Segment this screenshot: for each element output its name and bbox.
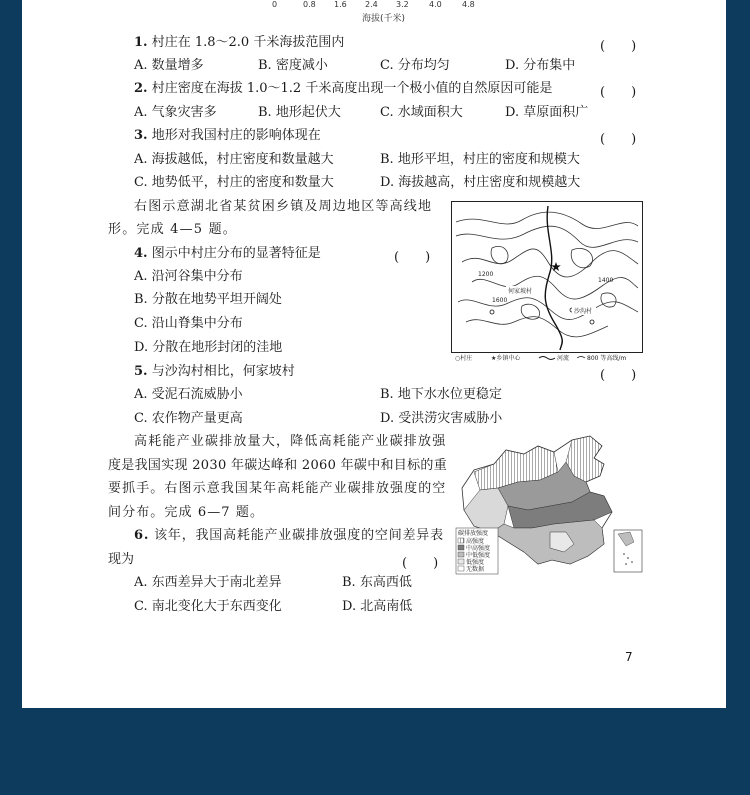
answer-paren-6[interactable]: ( ): [402, 556, 439, 571]
option-3b[interactable]: B. 地形平坦，村庄的密度和规模大: [380, 152, 580, 167]
legend-item: 中低强度: [466, 552, 491, 559]
question-4-stem: 图示中村庄分布的显著特征是: [151, 246, 321, 261]
contour-label: 1600: [492, 297, 508, 304]
passage-6-7-line2: 度是我国实现 2030 年碳达峰和 2060 年碳中和目标的重: [108, 458, 447, 473]
question-6: 6. 该年，我国高耗能产业碳排放强度的空间差异表: [134, 528, 444, 543]
question-4: 4. 图示中村庄分布的显著特征是: [134, 246, 321, 261]
axis-label: 海拔(千米): [362, 14, 406, 24]
axis-tick: 2.4: [365, 0, 378, 9]
passage-4-5-line2: 形。完成 4—5 题。: [108, 222, 238, 237]
option-2d[interactable]: D. 草原面积广: [505, 105, 589, 120]
worksheet-page: [22, 0, 726, 708]
option-4a[interactable]: A. 沿河谷集中分布: [134, 269, 243, 284]
answer-paren-2[interactable]: ( ): [600, 85, 637, 100]
question-5: 5. 与沙沟村相比，何家坡村: [134, 364, 295, 379]
legend-swatch: [458, 552, 464, 557]
option-5a[interactable]: A. 受泥石流威胁小: [134, 387, 243, 402]
axis-tick: 4.8: [462, 0, 475, 9]
village-marker: [590, 320, 594, 324]
answer-paren-3[interactable]: ( ): [600, 132, 637, 147]
option-4b[interactable]: B. 分散在地势平坦开阔处: [134, 292, 282, 307]
axis-tick: 0: [272, 0, 278, 9]
passage-4-5-line1: 右图示意湖北省某贫困乡镇及周边地区等高线地: [134, 199, 433, 214]
question-3-stem: 地形对我国村庄的影响体现在: [151, 128, 321, 143]
option-5c[interactable]: C. 农作物产量更高: [134, 411, 243, 426]
axis-tick: 4.0: [429, 0, 442, 9]
contour-map-graphic: [452, 202, 642, 352]
passage-6-7-line3: 要抓手。右图示意我国某年高耗能产业碳排放强度的空: [108, 481, 447, 496]
page-number: 7: [625, 650, 633, 664]
option-1c[interactable]: C. 分布均匀: [380, 58, 450, 73]
village-label-shagou: 沙沟村: [574, 308, 593, 315]
legend-item: 高强度: [466, 538, 485, 545]
option-3c[interactable]: C. 地势低平，村庄的密度和数量大: [134, 175, 334, 190]
option-6d[interactable]: D. 北高南低: [342, 599, 413, 614]
option-1a[interactable]: A. 数量增多: [134, 58, 204, 73]
contour-map-legend: [451, 353, 646, 363]
option-6b[interactable]: B. 东高西低: [342, 575, 412, 590]
option-4c[interactable]: C. 沿山脊集中分布: [134, 316, 243, 331]
legend-item: 低强度: [466, 559, 485, 566]
legend-contour: 800 等高线/m: [587, 355, 627, 362]
option-2b[interactable]: B. 地形起伏大: [258, 105, 341, 120]
question-1-stem: 村庄在 1.8～2.0 千米海拔范围内: [151, 35, 345, 50]
axis-tick: 3.2: [396, 0, 409, 9]
contour-label: 1400: [598, 277, 614, 284]
option-5d[interactable]: D. 受洪涝灾害威胁小: [380, 411, 503, 426]
answer-paren-4[interactable]: ( ): [394, 250, 431, 265]
question-2-stem: 村庄密度在海拔 1.0～1.2 千米高度出现一个极小值的自然原因可能是: [151, 81, 553, 96]
contour-label: 1200: [478, 271, 494, 278]
village-label-hejiapo: 何家坡村: [508, 288, 533, 295]
option-1b[interactable]: B. 密度减小: [258, 58, 328, 73]
answer-paren-5[interactable]: ( ): [600, 368, 637, 383]
option-4d[interactable]: D. 分散在地形封闭的洼地: [134, 340, 283, 355]
legend-title: 碳排放强度: [458, 530, 489, 537]
town-center-star-icon: [551, 262, 561, 271]
legend-swatch: [458, 538, 464, 543]
option-3d[interactable]: D. 海拔越高，村庄密度和规模越大: [380, 175, 581, 190]
legend-item: 无数据: [466, 566, 485, 573]
legend-river: 河流: [557, 355, 570, 362]
axis-tick: 1.6: [334, 0, 347, 9]
question-2: 2. 村庄密度在海拔 1.0～1.2 千米高度出现一个极小值的自然原因可能是: [134, 81, 553, 96]
legend-swatch: [458, 545, 464, 550]
china-carbon-map: [454, 432, 646, 578]
option-6a[interactable]: A. 东西差异大于南北差异: [134, 575, 282, 590]
option-2a[interactable]: A. 气象灾害多: [134, 105, 217, 120]
question-3: 3. 地形对我国村庄的影响体现在: [134, 128, 321, 143]
legend-item: 中高强度: [466, 545, 491, 552]
passage-6-7-line4: 间分布。完成 6—7 题。: [108, 505, 265, 520]
legend-village: ○村庄: [455, 355, 473, 362]
option-2c[interactable]: C. 水域面积大: [380, 105, 463, 120]
option-6c[interactable]: C. 南北变化大于东西变化: [134, 599, 282, 614]
region-mid-low: [492, 520, 604, 564]
axis-tick: 0.8: [303, 0, 316, 9]
answer-paren-1[interactable]: ( ): [600, 39, 637, 54]
question-6-stem: 该年，我国高耗能产业碳排放强度的空间差异表: [154, 528, 444, 543]
legend-swatch: [458, 566, 464, 571]
question-1: 1. 村庄在 1.8～2.0 千米海拔范围内: [134, 35, 345, 50]
option-5b[interactable]: B. 地下水水位更稳定: [380, 387, 502, 402]
question-5-stem: 与沙沟村相比，何家坡村: [151, 364, 295, 379]
contour-legend-icon: [577, 357, 585, 359]
passage-6-7-line1: 高耗能产业碳排放量大，降低高耗能产业碳排放强: [134, 434, 447, 449]
river-legend-icon: [539, 357, 555, 360]
contour-map: [451, 201, 643, 353]
legend-swatch: [458, 559, 464, 564]
legend-town-center: ★乡镇中心: [491, 355, 521, 362]
option-3a[interactable]: A. 海拔越低，村庄密度和数量越大: [134, 152, 334, 167]
question-6-stem-cont: 现为: [108, 552, 135, 567]
option-1d[interactable]: D. 分布集中: [505, 58, 576, 73]
village-marker: [490, 310, 494, 314]
